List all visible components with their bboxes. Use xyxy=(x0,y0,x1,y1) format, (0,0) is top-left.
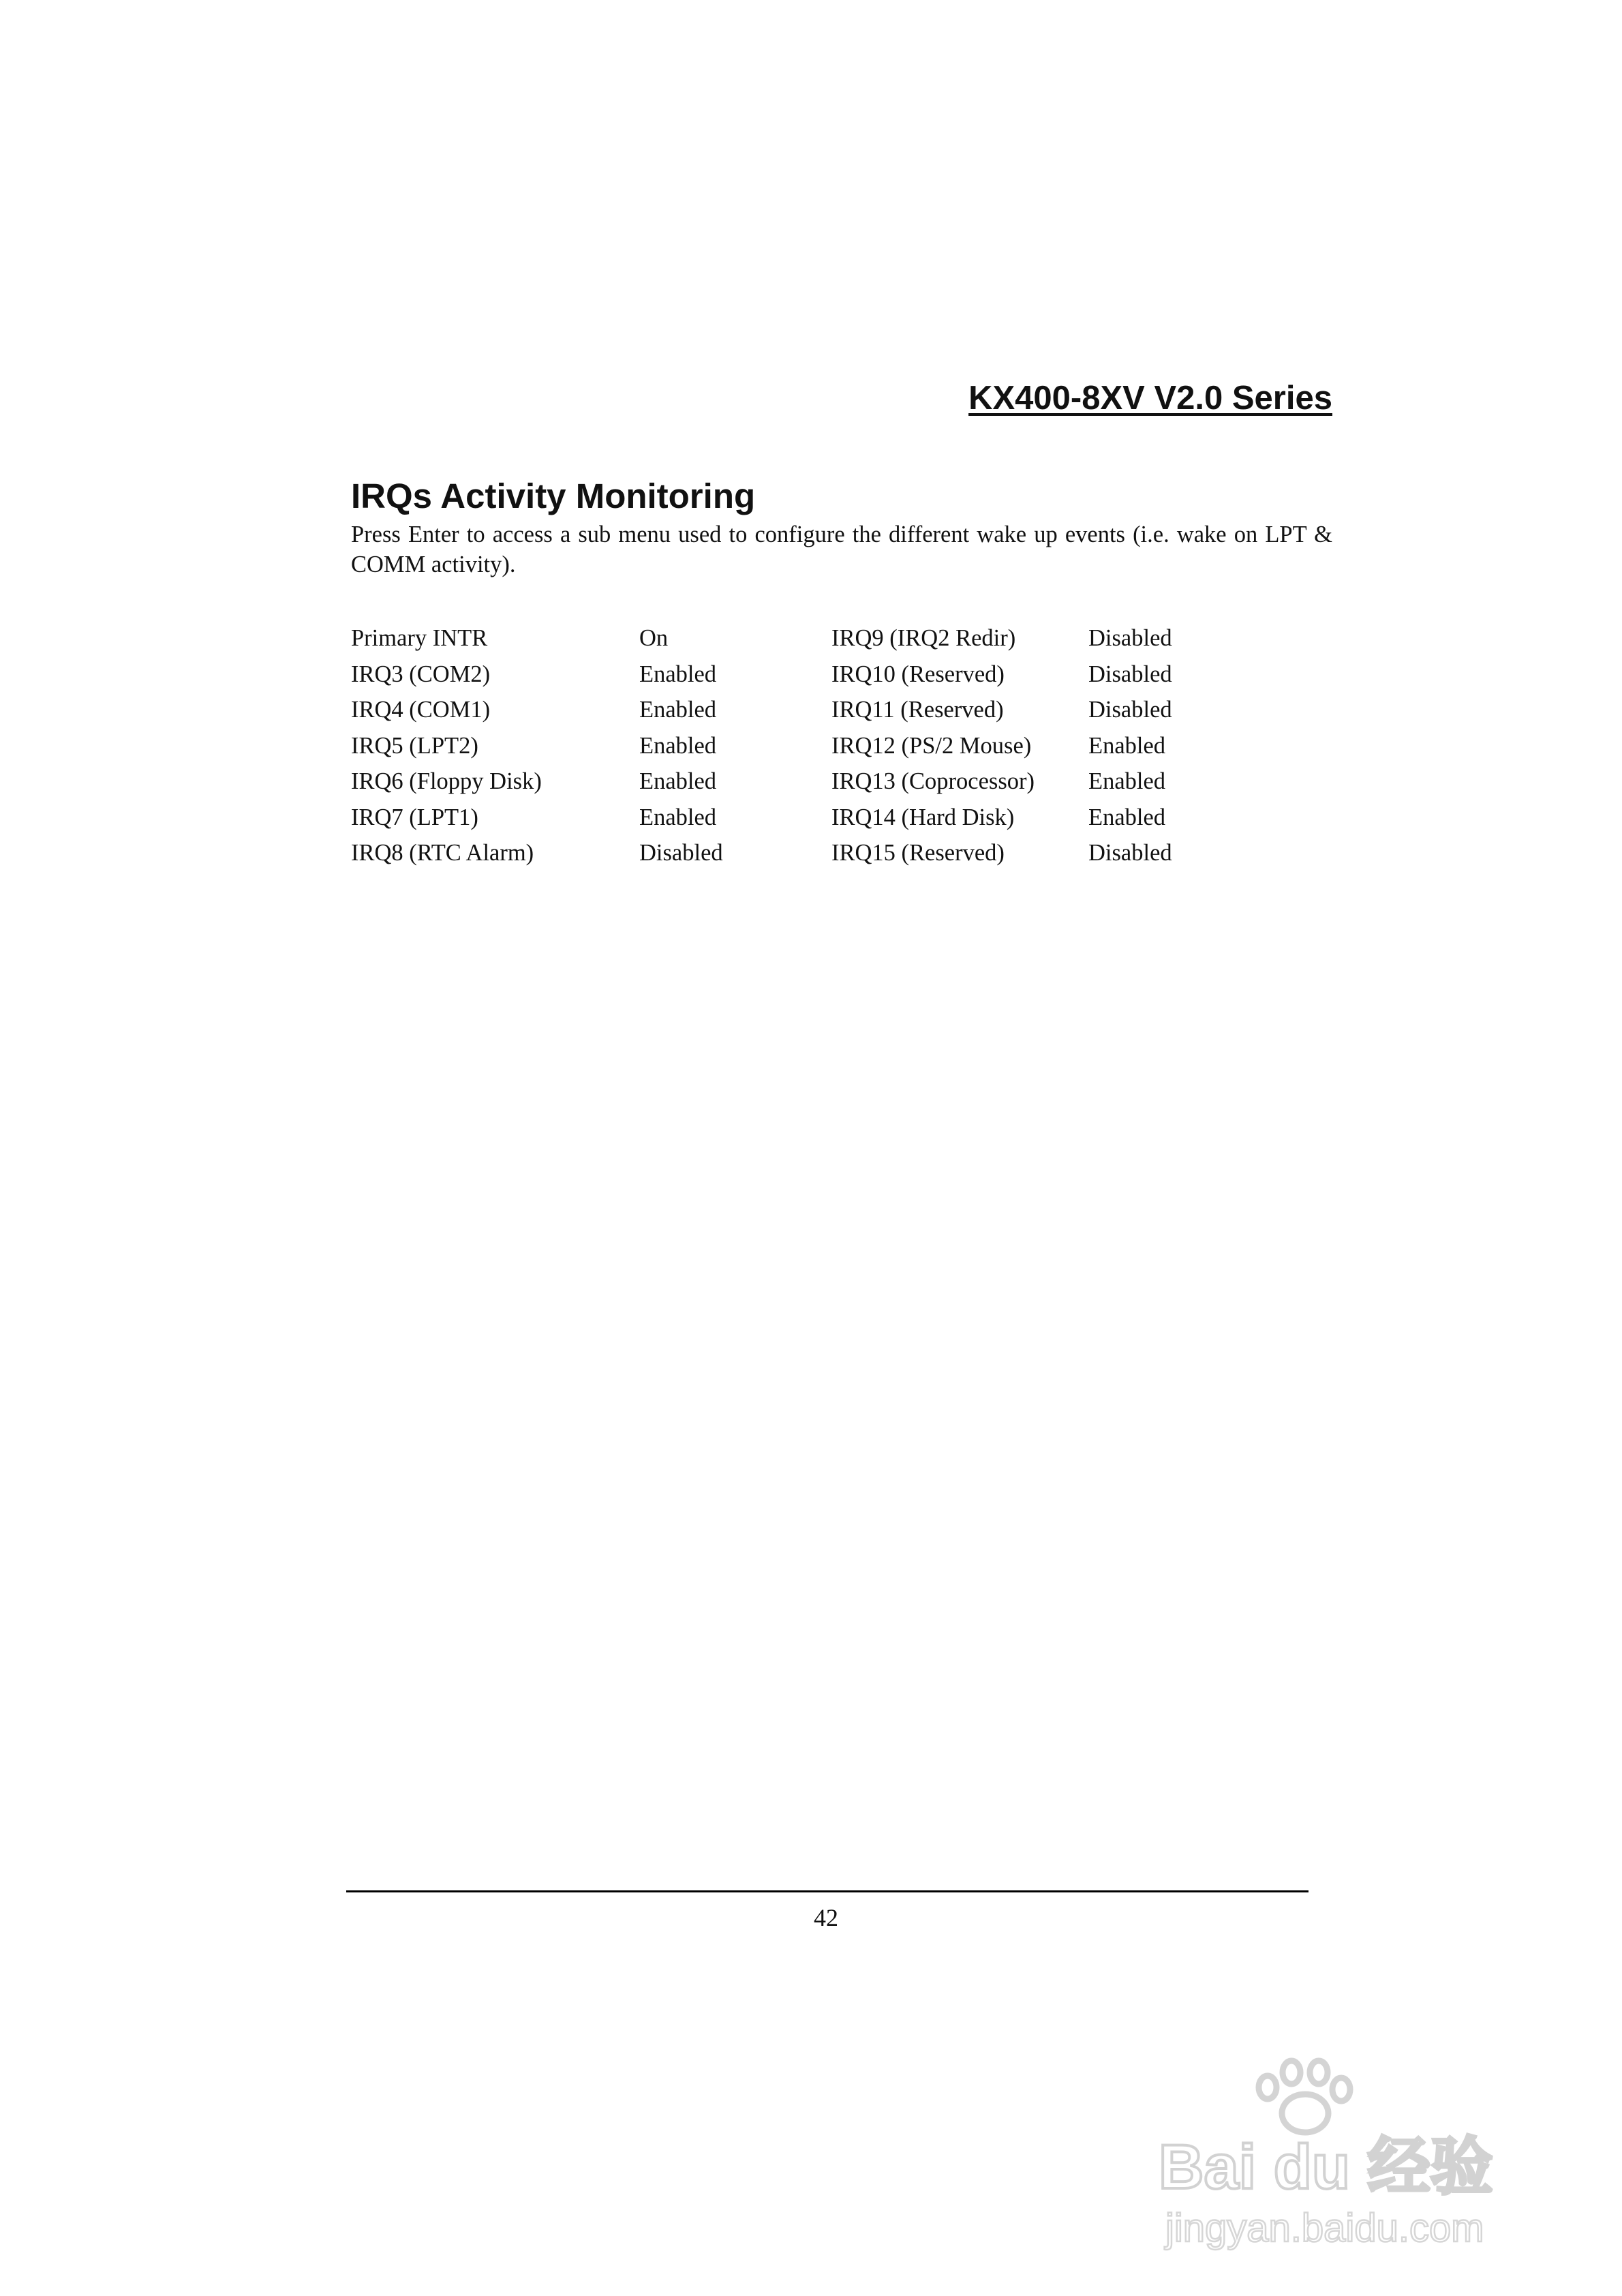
irq-value-right: Disabled xyxy=(1088,697,1172,723)
irq-name-right: IRQ15 (Reserved) xyxy=(831,840,1005,866)
irq-name-left: IRQ5 (LPT2) xyxy=(351,732,478,759)
paw-icon xyxy=(1259,2061,1350,2132)
irq-name-right: IRQ11 (Reserved) xyxy=(831,697,1004,723)
irq-value-left: Enabled xyxy=(639,804,717,830)
irq-row xyxy=(351,728,1225,764)
irq-value-left: Enabled xyxy=(639,697,717,723)
irq-row xyxy=(351,692,1225,728)
irq-value-left: Disabled xyxy=(639,840,723,866)
irq-value-right: Disabled xyxy=(1088,840,1172,866)
irq-name-left: IRQ7 (LPT1) xyxy=(351,804,478,830)
irq-name-right: IRQ12 (PS/2 Mouse) xyxy=(831,732,1032,759)
irq-name-left: Primary INTR xyxy=(351,625,488,651)
section-heading: IRQs Activity Monitoring xyxy=(351,477,756,515)
irq-value-left: Enabled xyxy=(639,732,717,759)
irq-name-left: IRQ6 (Floppy Disk) xyxy=(351,768,542,794)
irq-name-right: IRQ9 (IRQ2 Redir) xyxy=(831,625,1016,651)
baidu-jingyan-watermark xyxy=(1152,2052,1561,2256)
irq-value-right: Enabled xyxy=(1088,804,1166,830)
page-number: 42 xyxy=(814,1904,838,1931)
irq-name-right: IRQ10 (Reserved) xyxy=(831,661,1005,687)
irq-value-right: Enabled xyxy=(1088,768,1166,794)
irq-value-right: Disabled xyxy=(1088,625,1172,651)
irq-value-right: Enabled xyxy=(1088,732,1166,759)
irq-value-left: Enabled xyxy=(639,661,717,687)
footer-rule xyxy=(346,1890,1309,1892)
series-title: KX400-8XV V2.0 Series xyxy=(968,380,1332,417)
watermark-brand: Bai du 经验 xyxy=(1159,2132,1493,2202)
irq-settings-table xyxy=(351,620,1225,871)
irq-name-left: IRQ3 (COM2) xyxy=(351,661,491,687)
irq-name-right: IRQ14 (Hard Disk) xyxy=(831,804,1015,830)
irq-row xyxy=(351,656,1225,693)
irq-row xyxy=(351,835,1225,871)
irq-name-left: IRQ4 (COM1) xyxy=(351,697,491,723)
watermark-url: jingyan.baidu.com xyxy=(1165,2206,1484,2250)
irq-name-left: IRQ8 (RTC Alarm) xyxy=(351,840,534,866)
irq-row xyxy=(351,800,1225,836)
irq-value-left: On xyxy=(639,625,669,651)
irq-row xyxy=(351,620,1225,656)
intro-paragraph: Press Enter to access a sub menu used to configure the different wake up events (i.e. wake on LPT & COMM activity). xyxy=(351,522,1332,577)
irq-value-left: Enabled xyxy=(639,768,717,794)
irq-name-right: IRQ13 (Coprocessor) xyxy=(831,768,1035,794)
irq-value-right: Disabled xyxy=(1088,661,1172,687)
irq-row xyxy=(351,764,1225,800)
